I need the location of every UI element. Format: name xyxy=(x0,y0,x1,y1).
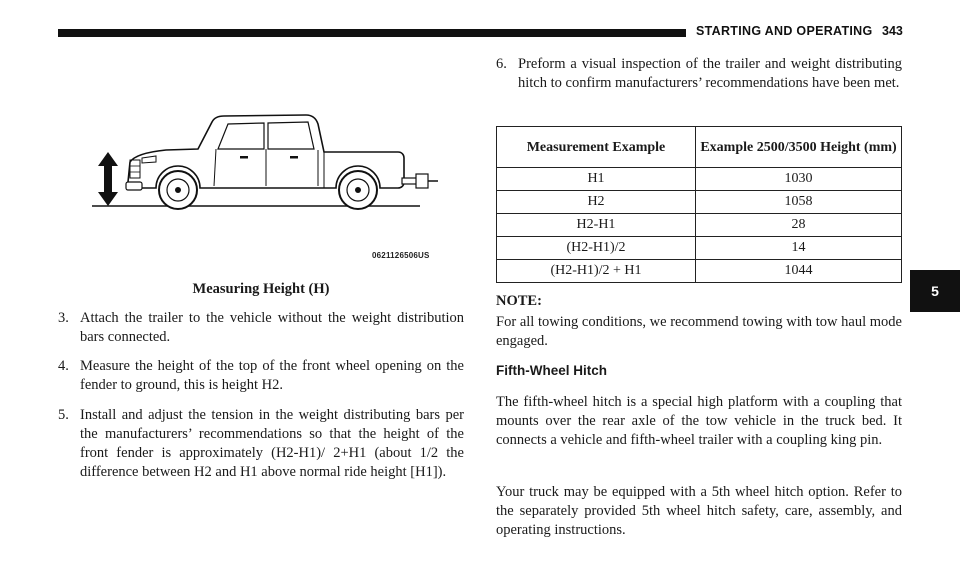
step-text: Attach the trailer to the vehicle without the weight distribution bars connected. xyxy=(80,310,464,345)
step-text: Install and adjust the tension in the weight distributing bars per the manufacturers’ recommendations so that the height of the front fender is approximately (H2-H1)/ 2+H1 (about 1/2 the difference between H2 and H1 above normal ride height [H1]). xyxy=(80,407,464,480)
column-header: Measurement Example xyxy=(497,127,696,168)
table-cell: 1044 xyxy=(696,260,902,283)
table-cell: H2 xyxy=(497,191,696,214)
step-3 xyxy=(58,309,464,347)
step-6 xyxy=(496,55,902,93)
section-paragraph: The fifth-wheel hitch is a special high platform with a coupling that mounts over the rear axle of the tow vehicle in the truck bed. It connects a vehicle and fifth-wheel trailer with a coupling king pin. xyxy=(496,394,902,448)
table-row xyxy=(497,191,902,214)
table-cell: H1 xyxy=(497,168,696,191)
table-header-row xyxy=(497,127,902,168)
step-4 xyxy=(58,357,464,395)
note-heading: NOTE: xyxy=(496,293,542,309)
table-row xyxy=(497,168,902,191)
step-text: Measure the height of the top of the front wheel opening on the fender to ground, this is height H2. xyxy=(80,358,464,393)
pickup-truck-illustration xyxy=(80,100,452,266)
section-heading: Fifth-Wheel Hitch xyxy=(496,363,607,378)
table-cell: H2-H1 xyxy=(497,214,696,237)
table-cell: (H2-H1)/2 + H1 xyxy=(497,260,696,283)
vertical-double-arrow-icon xyxy=(98,152,118,206)
figure-code: 0621126506US xyxy=(372,251,430,260)
figure-caption: Measuring Height (H) xyxy=(192,281,330,297)
header-rule xyxy=(58,29,686,37)
measurement-table xyxy=(496,126,902,283)
table-cell: 1030 xyxy=(696,168,902,191)
page-number: 343 xyxy=(882,24,903,38)
step-number: 6. xyxy=(496,56,507,72)
table-row xyxy=(497,260,902,283)
table-cell: 28 xyxy=(696,214,902,237)
chapter-tab[interactable]: 5 xyxy=(910,270,960,312)
step-number: 4. xyxy=(58,358,69,374)
note-text: For all towing conditions, we recommend towing with tow haul mode engaged. xyxy=(496,314,902,349)
step-5 xyxy=(58,406,464,482)
table-row xyxy=(497,237,902,260)
step-number: 3. xyxy=(58,310,69,326)
table-cell: 14 xyxy=(696,237,902,260)
step-text: Preform a visual inspection of the trailer and weight distributing hitch to confirm manufacturers’ recommendations have been met. xyxy=(518,56,902,91)
section-paragraph: Your truck may be equipped with a 5th wheel hitch option. Refer to the separately provided 5th wheel hitch safety, care, assembly, and operating instructions. xyxy=(496,484,902,538)
step-number: 5. xyxy=(58,407,69,423)
table-cell: (H2-H1)/2 xyxy=(497,237,696,260)
truck-height-figure xyxy=(80,100,452,266)
table-cell: 1058 xyxy=(696,191,902,214)
table-row xyxy=(497,214,902,237)
running-header-title: STARTING AND OPERATING xyxy=(696,24,873,38)
column-header: Example 2500/3500 Height (mm) xyxy=(696,127,902,168)
